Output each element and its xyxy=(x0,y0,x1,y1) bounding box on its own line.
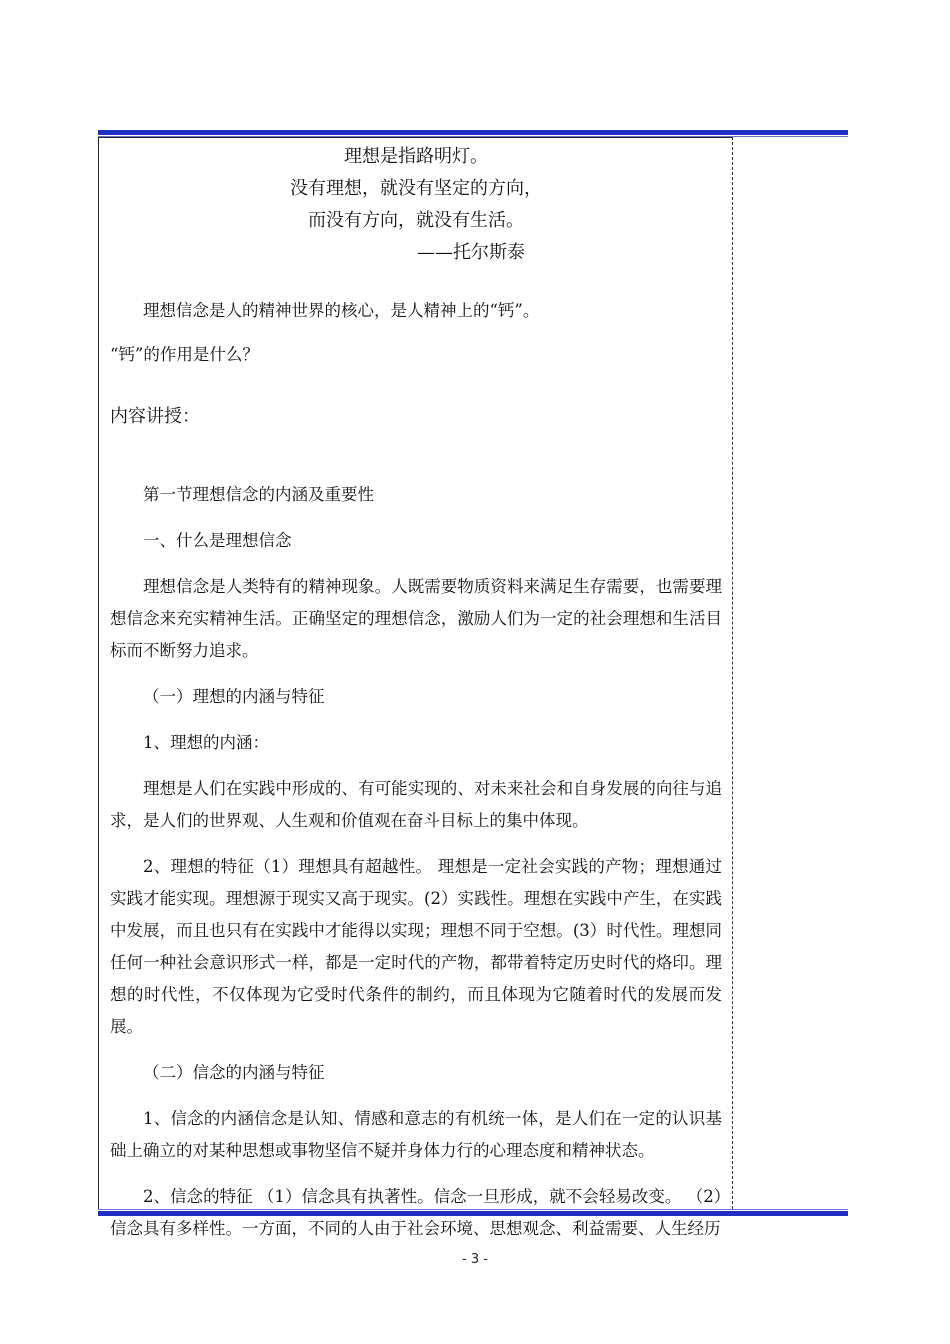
section-label: 内容讲授： xyxy=(110,406,200,427)
heading-1: 一、什么是理想信念 xyxy=(143,531,292,550)
paragraph: 2、理想的特征（1）理想具有超越性。 理想是一定社会实践的产物；理想通过实践才能实现。理想源于现实又高于现实。(2）实践性。理想在实践中产生，在实践中发展，而且也只有在实践中才能得以实现；理想不同于空想。(3）时代性。理想同任何一种社会意识形式一样，都是一定时代的产物，都带着特定历史时代的烙印。理想的时代性，不仅体现为它受时代条件的制约，而且体现为它随着时代的发展而发展。 xyxy=(110,857,722,1036)
quote-attribution: ——托尔斯泰 xyxy=(417,242,525,263)
paragraph: 理想信念是人类特有的精神现象。人既需要物质资料来满足生存需要，也需要理想信念来充实精神生活。正确坚定的理想信念，激励人们为一定的社会理想和生活目标而不断努力追求。 xyxy=(110,577,722,660)
page-number: - 3 - xyxy=(462,1252,488,1267)
footer-rule-thick xyxy=(98,1211,848,1216)
sub-heading-2: （二）信念的内涵与特征 xyxy=(143,1063,325,1082)
sub-heading-1: （一）理想的内涵与特征 xyxy=(143,687,325,706)
quote-line: 而没有方向，就没有生活。 xyxy=(308,210,524,231)
document-body xyxy=(110,141,722,1245)
quote-line: 理想是指路明灯。 xyxy=(344,146,488,167)
intro-question: “钙”的作用是什么？ xyxy=(110,345,259,364)
paragraph: 2、信念的特征 （1）信念具有执著性。信念一旦形成，就不会轻易改变。 （2）信念具有多样性。一方面，不同的人由于社会环境、思想观念、利益需要、人生经历 xyxy=(110,1187,722,1238)
table-top-border xyxy=(98,137,732,138)
table-column-divider xyxy=(732,137,733,1209)
header-rule xyxy=(98,130,848,137)
paragraph: 1、信念的内涵信念是认知、情感和意志的有机统一体，是人们在一定的认识基础上确立的对某种思想或事物坚信不疑并身体力行的心理态度和精神状态。 xyxy=(110,1109,722,1160)
quote-line: 没有理想，就没有坚定的方向， xyxy=(290,178,542,199)
intro-statement: 理想信念是人的精神世界的核心，是人精神上的“钙”。 xyxy=(143,301,540,320)
header-rule-thick xyxy=(98,130,848,135)
table-left-border xyxy=(98,137,99,1209)
chapter-title: 第一节理想信念的内涵及重要性 xyxy=(143,485,374,504)
footer-rule-thin xyxy=(98,1209,848,1210)
item-1: 1、理想的内涵： xyxy=(143,733,269,752)
footer-rule xyxy=(98,1209,848,1216)
paragraph: 理想是人们在实践中形成的、有可能实现的、对未来社会和自身发展的向往与追求，是人们的世界观、人生观和价值观在奋斗目标上的集中体现。 xyxy=(110,779,722,830)
